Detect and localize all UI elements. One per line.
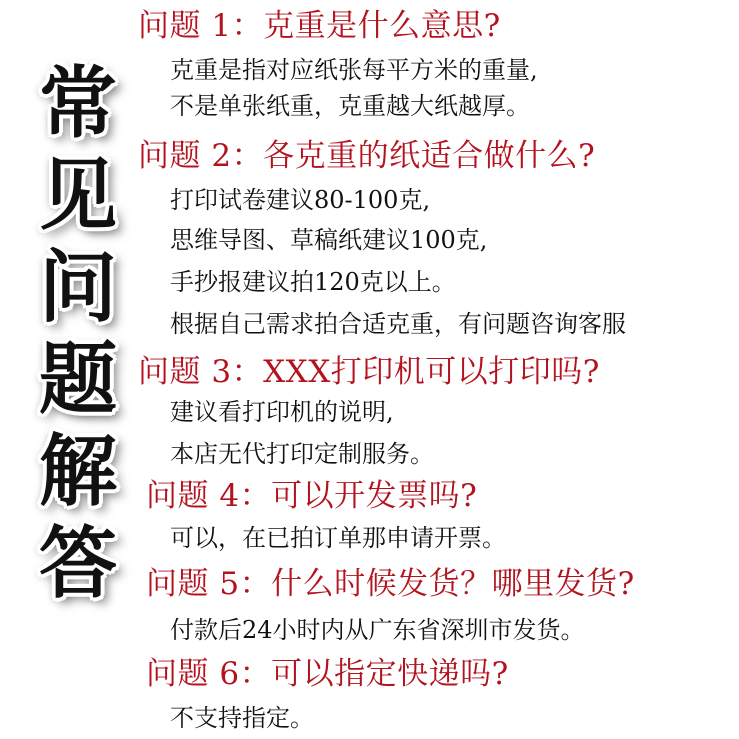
side-title-char: 问 xyxy=(38,243,117,333)
side-title-char: 常 xyxy=(38,59,117,149)
faq-answer-1-line-2: 不是单张纸重，克重越大纸越厚。 xyxy=(170,92,530,120)
faq-answer-4-line-1: 可以，在已拍订单那申请开票。 xyxy=(170,524,506,552)
faq-question-1: 问题 1：克重是什么意思? xyxy=(138,8,501,44)
faq-answer-2-line-4: 根据自己需求拍合适克重，有问题咨询客服 xyxy=(170,310,626,338)
faq-question-4: 问题 4：可以开发票吗? xyxy=(146,478,478,514)
faq-answer-2-line-1: 打印试卷建议80-100克, xyxy=(170,186,431,214)
faq-answer-6-line-1: 不支持指定。 xyxy=(170,704,314,732)
faq-question-3: 问题 3：XXX打印机可以打印吗? xyxy=(138,354,600,390)
faq-question-2: 问题 2：各克重的纸适合做什么? xyxy=(138,138,596,174)
faq-answer-1-line-1: 克重是指对应纸张每平方米的重量, xyxy=(170,56,538,84)
side-title xyxy=(18,58,138,610)
side-title-char: 见 xyxy=(38,151,117,241)
faq-answer-2-line-3: 手抄报建议拍120克以上。 xyxy=(170,268,456,296)
faq-question-5: 问题 5：什么时候发货？哪里发货? xyxy=(146,566,635,602)
faq-answer-3-line-1: 建议看打印机的说明, xyxy=(170,398,394,426)
side-title-char: 解 xyxy=(38,427,117,517)
side-title-char: 题 xyxy=(38,335,117,425)
faq-question-6: 问题 6：可以指定快递吗? xyxy=(146,656,509,692)
side-title-char: 答 xyxy=(38,519,117,609)
faq-answer-3-line-2: 本店无代打印定制服务。 xyxy=(170,440,434,468)
faq-answer-5-line-1: 付款后24小时内从广东省深圳市发货。 xyxy=(170,616,585,644)
faq-answer-2-line-2: 思维导图、草稿纸建议100克, xyxy=(170,226,488,254)
